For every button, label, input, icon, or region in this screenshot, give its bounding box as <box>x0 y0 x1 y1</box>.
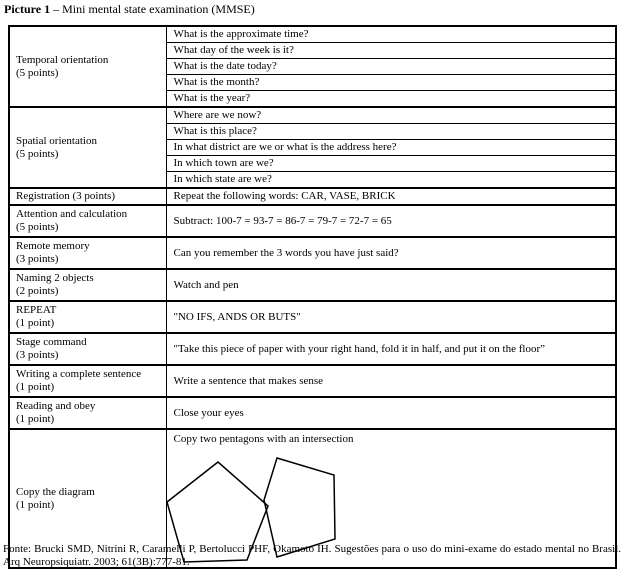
diagram-caption: Copy two pentagons with an intersection <box>173 433 354 445</box>
category-label: Naming 2 objects <box>16 272 94 284</box>
table-row <box>9 269 616 301</box>
category-cell-reading-obey <box>9 397 166 429</box>
question-cell: In which state are we? <box>166 172 616 189</box>
question-cell: What is this place? <box>166 124 616 140</box>
table-row <box>9 237 616 269</box>
question-cell: What day of the week is it? <box>166 43 616 59</box>
table-row <box>9 26 616 43</box>
question-cell: "NO IFS, ANDS OR BUTS" <box>166 301 616 333</box>
category-label: Registration (3 points) <box>16 190 115 202</box>
category-label: REPEAT <box>16 304 57 316</box>
table-row <box>9 188 616 205</box>
category-cell-stage-command <box>9 333 166 365</box>
category-label: Spatial orientation <box>16 134 97 147</box>
category-label: Temporal orientation <box>16 53 109 66</box>
category-points: (1 point) <box>16 498 55 511</box>
category-cell-naming-objects <box>9 269 166 301</box>
category-points: (1 point) <box>16 413 55 425</box>
source-citation: Fonte: Brucki SMD, Nitrini R, Caramelli P, Bertolucci PHF, Okamoto IH. Sugestões para o uso do mini-exame do estado mental no Brasil. Arq Neuropsiquiatr. 2003; 61(3B):777-81. <box>3 543 621 568</box>
question-cell: In what district are we or what is the address here? <box>166 140 616 156</box>
category-points: (1 point) <box>16 381 55 393</box>
category-points: (5 points) <box>16 66 59 79</box>
figure-label: Picture 1 <box>4 2 51 16</box>
question-cell: Watch and pen <box>166 269 616 301</box>
question-cell: Close your eyes <box>166 397 616 429</box>
table-row <box>9 205 616 237</box>
table-row <box>9 397 616 429</box>
category-cell-repeat <box>9 301 166 333</box>
category-cell-writing-sentence <box>9 365 166 397</box>
figure-title <box>4 2 255 17</box>
category-label: Copy the diagram <box>16 485 95 498</box>
category-points: (5 points) <box>16 147 59 160</box>
category-points: (1 point) <box>16 317 55 329</box>
category-points: (5 points) <box>16 221 59 233</box>
category-cell-attention-calculation <box>9 205 166 237</box>
question-cell: "Take this piece of paper with your right hand, fold it in half, and put it on the floor” <box>166 333 616 365</box>
category-label: Attention and calculation <box>16 208 128 220</box>
question-cell: Subtract: 100-7 = 93-7 = 86-7 = 79-7 = 72-7 = 65 <box>166 205 616 237</box>
category-label: Writing a complete sentence <box>16 368 142 380</box>
mmse-table <box>8 25 617 569</box>
question-cell: What is the date today? <box>166 59 616 75</box>
question-cell: What is the month? <box>166 75 616 91</box>
category-label: Stage command <box>16 336 87 348</box>
category-cell-remote-memory <box>9 237 166 269</box>
category-points: (2 points) <box>16 285 59 297</box>
question-cell: Repeat the following words: CAR, VASE, BRICK <box>166 188 616 205</box>
question-cell: What is the year? <box>166 91 616 108</box>
figure-caption: – Mini mental state examination (MMSE) <box>50 2 255 16</box>
category-label: Remote memory <box>16 240 90 252</box>
category-points: (3 points) <box>16 349 59 361</box>
category-cell-temporal-orientation <box>9 26 166 107</box>
question-cell: Write a sentence that makes sense <box>166 365 616 397</box>
table-row <box>9 107 616 124</box>
table-row <box>9 365 616 397</box>
question-cell: What is the approximate time? <box>166 26 616 43</box>
question-cell: Where are we now? <box>166 107 616 124</box>
table-row <box>9 333 616 365</box>
table-row <box>9 301 616 333</box>
category-cell-spatial-orientation <box>9 107 166 188</box>
category-points: (3 points) <box>16 253 59 265</box>
category-label: Reading and obey <box>16 400 96 412</box>
question-cell: In which town are we? <box>166 156 616 172</box>
question-cell: Can you remember the 3 words you have just said? <box>166 237 616 269</box>
category-cell-registration <box>9 188 166 205</box>
